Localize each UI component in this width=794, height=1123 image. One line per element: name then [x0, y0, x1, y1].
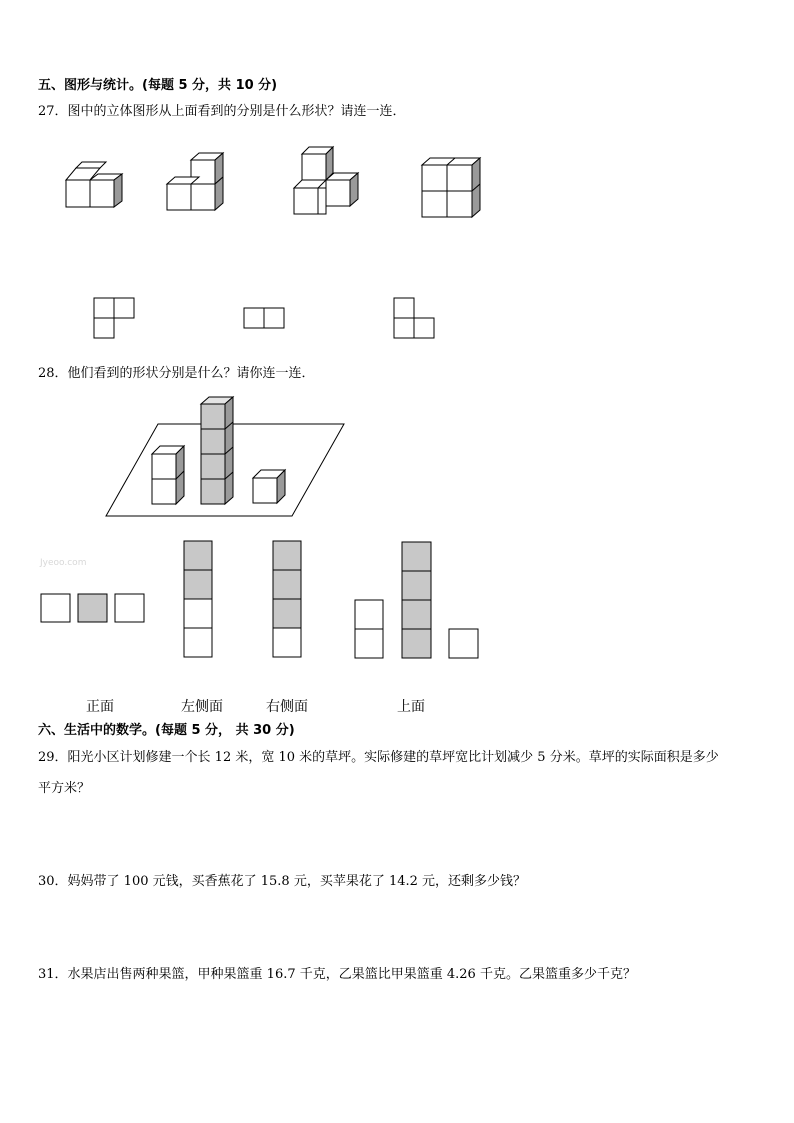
- view-option-2: [180, 537, 216, 661]
- watermark: Jyeoo.com: [40, 558, 87, 568]
- view-option-4: [350, 537, 485, 661]
- solid-figure-3: [288, 145, 368, 217]
- section-5-heading: 五、图形与统计。(每题 5 分，共 10 分): [38, 78, 278, 93]
- cube-stacks-scene: [100, 392, 350, 520]
- solid-figure-2: [160, 150, 235, 220]
- view-option-1: [38, 590, 148, 626]
- section-6-heading: 六、生活中的数学。(每题 5 分， 共 30 分): [38, 723, 295, 738]
- question-28: 28．他们看到的形状分别是什么？请你连一连．: [38, 366, 315, 381]
- view-label-front: 正面: [86, 699, 114, 715]
- top-view-shape-3: [390, 294, 440, 342]
- view-label-right: 右侧面: [266, 699, 308, 715]
- question-30: 30．妈妈带了 100 元钱，买香蕉花了 15.8 元，买苹果花了 14.2 元，还剩多少钱？: [38, 874, 527, 889]
- view-label-left: 左侧面: [181, 699, 223, 715]
- top-view-shape-2: [240, 304, 290, 334]
- view-label-top: 上面: [397, 699, 425, 715]
- question-29-line-1: 29．阳光小区计划修建一个长 12 米，宽 10 米的草坪。实际修建的草坪宽比计划减少 5 分米。草坪的实际面积是多少: [38, 750, 719, 765]
- question-29-line-2: 平方米？: [38, 781, 91, 796]
- question-27: 27．图中的立体图形从上面看到的分别是什么形状？请连一连．: [38, 104, 406, 119]
- solid-figure-1: [60, 160, 130, 215]
- top-view-shape-1: [90, 294, 140, 342]
- view-option-3: [269, 537, 305, 661]
- solid-figure-4: [418, 155, 488, 223]
- question-31: 31．水果店出售两种果篮，甲种果篮重 16.7 千克，乙果篮比甲果篮重 4.26 千克。乙果篮重多少千克？: [38, 967, 636, 982]
